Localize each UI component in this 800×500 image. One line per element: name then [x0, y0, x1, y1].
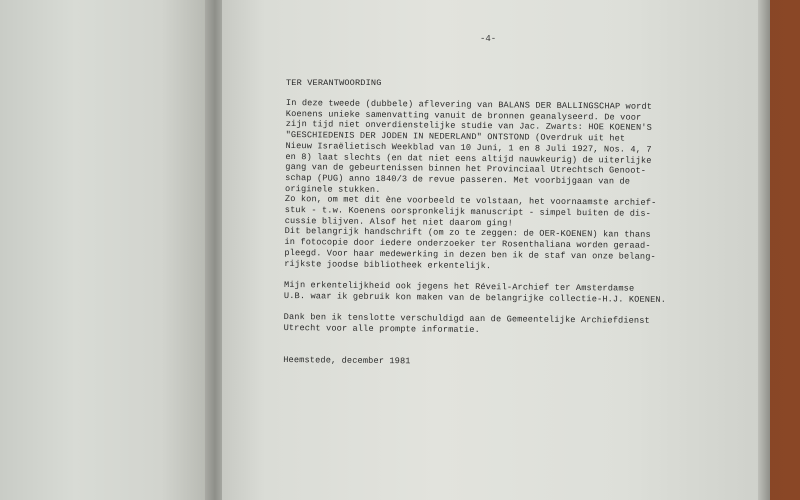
text-line: Nieuw Israëlietisch Weekblad van 10 Juni, 1 en 8 Juli 1927, Nos. 4, 7 — [285, 140, 652, 155]
section-heading: TER VERANTWOORDING — [286, 78, 382, 88]
body-text — [283, 98, 746, 370]
place-date: Heemstede, december 1981 — [283, 354, 411, 367]
text-line: zijn tijd niet onverdienstelijke studie van Jac. Zwarts: HOE KOENEN'S — [285, 119, 652, 134]
text-line: cussie blijven. Alsof het niet daarom ging! — [284, 215, 513, 229]
text-line: Koenens unieke samenvatting vanuit de bronnen geanalyseerd. De voor — [285, 108, 642, 123]
text-line: Dank ben ik tenslotte verschuldigd aan de Gemeentelijke Archiefdienst — [283, 312, 650, 326]
text-line: in fotocopie door iedere onderzoeker ter Rosenthaliana worden geraad- — [284, 237, 651, 251]
text-line: rijkste joodse bibliotheek erkentelijk. — [284, 258, 492, 271]
text-line: originele stukken. — [284, 183, 381, 195]
text-line: Utrecht voor alle prompte informatie. — [283, 322, 481, 335]
left-page — [0, 0, 215, 500]
text-line: stuk - t.w. Koenens oorspronkelijk manuscript - simpel buiten de dis- — [284, 205, 652, 219]
text-line: Mijn erkentelijkheid ook jegens het Réveil-Archief ter Amsterdamse — [283, 279, 635, 294]
paragraph — [284, 98, 746, 274]
text-line: en 8) laat slechts (en dat niet eens altijd nauwkeurig) de uiterlijke — [285, 151, 652, 166]
text-line: pleegd. Voor haar medewerking in dezen ben ik de staf van onze belang- — [284, 247, 656, 262]
page-number: -4- — [480, 34, 497, 44]
text-line: gang van de gebeurtenissen binnen het Provinciaal Utrechtsch Genoot- — [285, 162, 647, 176]
text-line: In deze tweede (dubbele) aflevering van BALANS DER BALLINGSCHAP wordt — [285, 98, 653, 112]
text-line: schap (PUG) anno 1840/3 de revue passeren. Met voorbijgaan van de — [285, 172, 631, 187]
text-line: Zo kon, om met dit ène voorbeeld te volstaan, het voornaamste archief- — [284, 194, 657, 209]
text-line: Dit belangrijk handschrift (om zo te zeggen: de OER-KOENEN) kan thans — [284, 226, 651, 241]
text-line: "GESCHIEDENIS DER JODEN IN NEDERLAND" ONTSTOND (Overdruk uit het — [285, 130, 626, 144]
page-edge — [758, 0, 770, 500]
text-line: U.B. waar ik gebruik kon maken van de belangrijke collectie-H.J. KOENEN. — [283, 290, 667, 305]
